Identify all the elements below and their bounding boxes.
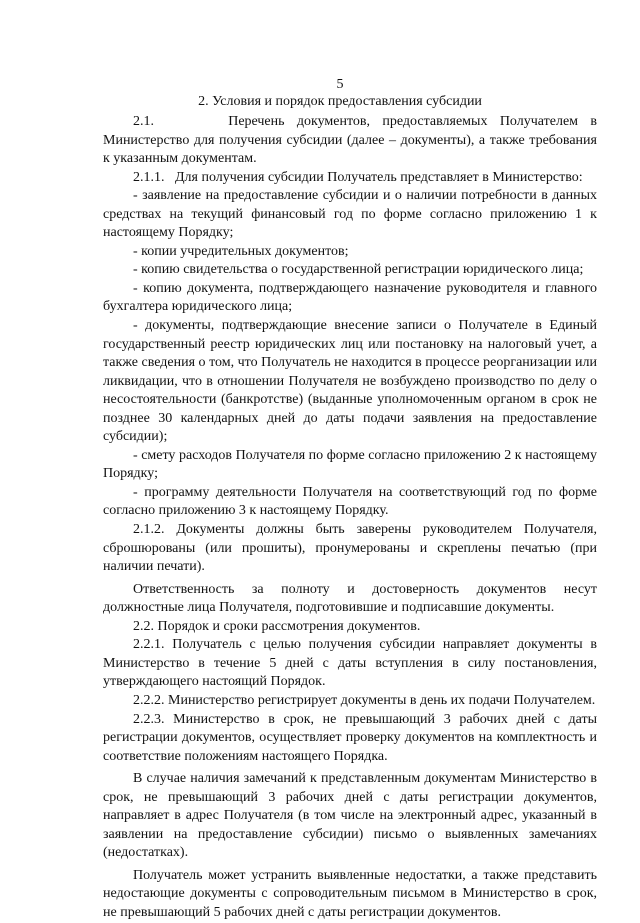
section-heading: 2. Условия и порядок предоставления субсидии [198,94,482,109]
list-item-registration-certificate: - копию свидетельства о государственной регистрации юридического лица; [133,262,584,278]
list-item-director-appointment: - копию документа, подтверждающего назначение руководителя и главного бухгалтера юридического лица; [103,280,597,315]
list-item-application: - заявление на предоставление субсидии и о наличии потребности в данных средствах на текущий финансовый год по форме согласно приложению 1 к настоящему Порядку; [103,188,597,241]
paragraph-2-1-2: 2.1.2. Документы должны быть заверены руководителем Получателя, сброшюрованы (или прошиты), пронумерованы и скреплены печатью (при наличии печати). [103,522,597,575]
paragraph-2-2-3: 2.2.3. Министерство в срок, не превышающий 3 рабочих дней с даты регистрации документов, осуществляет проверку документов на комплектность и соответствие положениям настоящего Порядка. [103,711,597,764]
list-item-activity-program: - программу деятельности Получателя на соответствующий год по форме согласно приложению 3 к настоящему Порядку. [103,484,597,519]
list-item-registry-documents: - документы, подтверждающие внесение записи о Получателе в Единый государственный реестр юридических лиц или постановку на налоговый учет, а также сведения о том, что Получатель не находится в процессе реорганизации или ликвидации, что в отношении Получателя не возбуждено производство по делу о несостоятельности (банкротстве) (выданные уполномоченным органом в срок не позднее 30 календарных дней до даты подачи заявления на предоставление субсидии); [103,318,597,445]
paragraph-2-1-1: 2.1.1. Для получения субсидии Получатель представляет в Министерство: [133,169,583,185]
page-number: 5 [336,77,344,92]
paragraph-responsibility: Ответственность за полноту и достоверность документов несут должностные лица Получателя, подготовившие и подписавшие документы. [103,581,597,616]
list-item-charter-copies: - копии учредительных документов; [133,243,349,259]
paragraph-remarks: В случае наличия замечаний к представленным документам Министерство в срок, не превышающий 3 рабочих дней с даты регистрации документов, направляет в адрес Получателя (в том числе на электронный адрес, указанный в заявлении на предоставление субсидии) письмо о выявленных замечаниях (недостатках). [103,771,597,861]
paragraph-2-2: 2.2. Порядок и сроки рассмотрения документов. [133,618,421,634]
paragraph-2-2-2: 2.2.2. Министерство регистрирует документы в день их подачи Получателем. [133,692,596,708]
paragraph-2-1: 2.1. Перечень документов, предоставляемых Получателем в Министерство для получения субсидии (далее – документы), а также требования к указанным документам. [103,114,601,167]
paragraph-corrections: Получатель может устранить выявленные недостатки, а также представить недостающие документы с сопроводительным письмом в Министерство в срок, не превышающий 5 рабочих дней с даты регистрации документов. [103,867,597,920]
paragraph-2-2-1: 2.2.1. Получатель с целью получения субсидии направляет документы в Министерство в течение 5 дней с даты вступления в силу постановления, утверждающего настоящий Порядок. [103,637,597,690]
list-item-expense-estimate: - смету расходов Получателя по форме согласно приложению 2 к настоящему Порядку; [103,447,597,482]
